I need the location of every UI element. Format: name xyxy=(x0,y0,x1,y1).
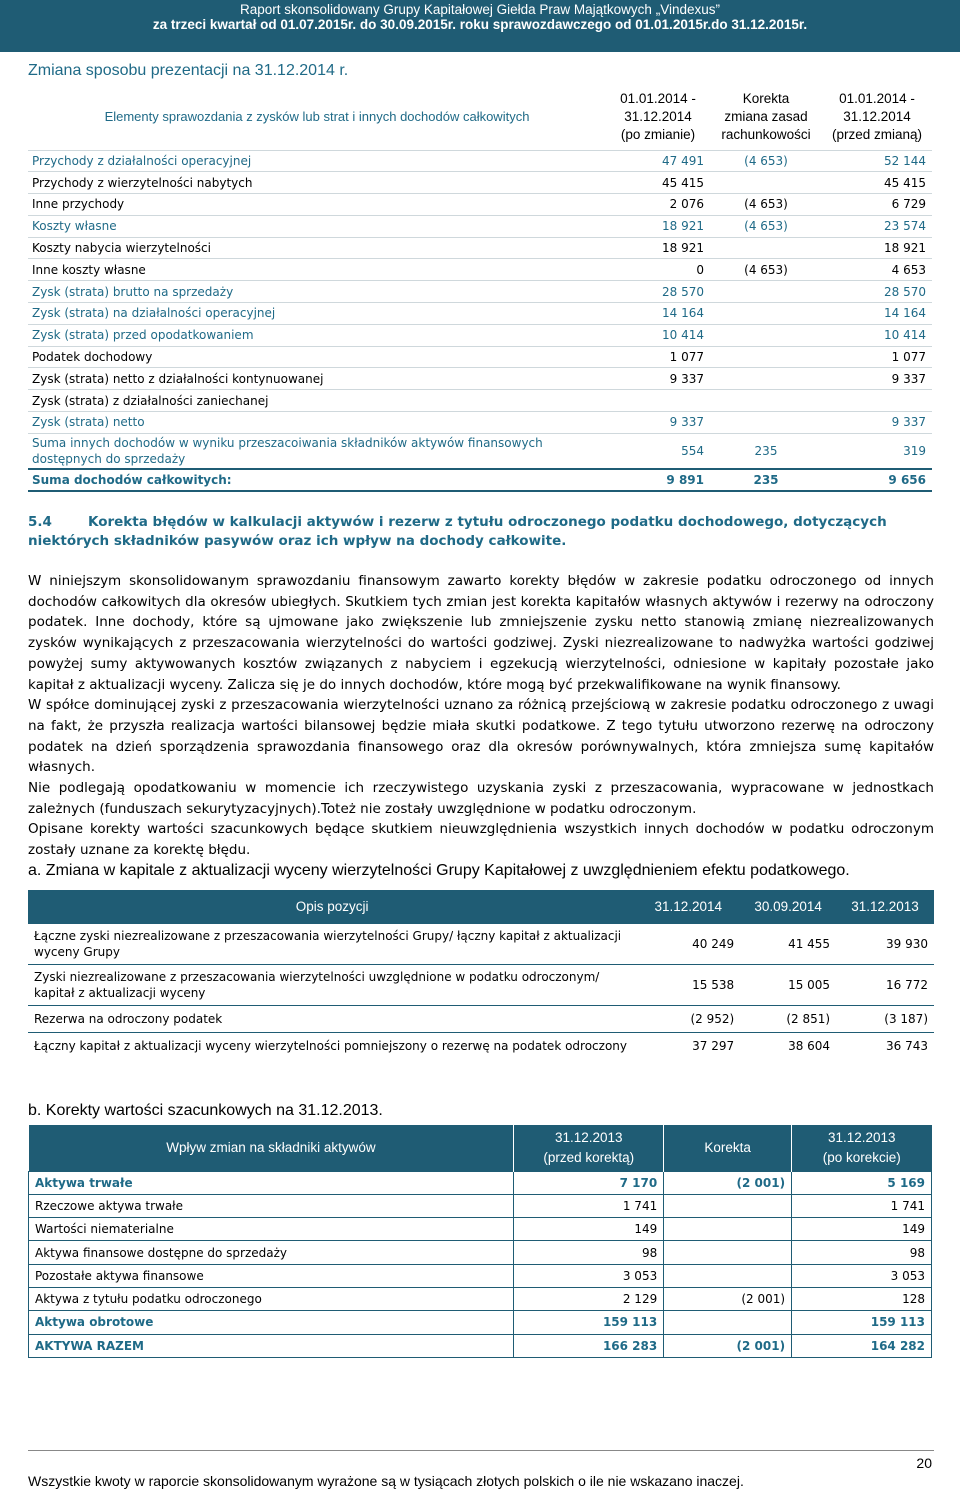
presentation-change-table xyxy=(28,84,932,492)
t1-col-before-l2: 31.12.2014 xyxy=(843,108,911,124)
table-row xyxy=(28,303,932,325)
page-number: 20 xyxy=(916,1455,932,1471)
row-value: 52 144 xyxy=(822,150,932,172)
row-value-after: 164 282 xyxy=(792,1334,932,1357)
table-row xyxy=(28,368,932,390)
t1-col-after-l1: 01.01.2014 - xyxy=(620,90,696,106)
row-value: 39 930 xyxy=(836,923,934,964)
row-value: (4 653) xyxy=(710,259,822,281)
table-row xyxy=(29,1194,932,1217)
row-value-before: 166 283 xyxy=(514,1334,664,1357)
row-value: (4 653) xyxy=(710,194,822,216)
row-value: 36 743 xyxy=(836,1032,934,1059)
table-row xyxy=(28,259,932,281)
row-value-correction xyxy=(664,1218,792,1241)
row-value: 9 337 xyxy=(822,368,932,390)
row-value-after: 5 169 xyxy=(792,1171,932,1194)
t1-col-correction-l1: Korekta xyxy=(742,90,790,106)
row-value-after: 98 xyxy=(792,1241,932,1264)
row-value: (2 851) xyxy=(740,1005,836,1032)
row-value xyxy=(606,390,710,412)
table-row xyxy=(28,215,932,237)
table-row xyxy=(28,194,932,216)
revaluation-capital-table xyxy=(28,890,934,1059)
footer-note: Wszystkie kwoty w raporcie skonsolidowanym wyrażone są w tysiącach złotych polskich o ile nie wskazano inaczej. xyxy=(28,1473,744,1489)
row-value: 40 249 xyxy=(636,923,740,964)
table-row xyxy=(29,1334,932,1357)
row-value: 18 921 xyxy=(822,237,932,259)
t3-header-correction: Korekta xyxy=(664,1125,792,1171)
row-value: 14 164 xyxy=(606,303,710,325)
t3-header-before-l1: 31.12.2013 xyxy=(555,1129,623,1145)
row-value-correction: (2 001) xyxy=(664,1334,792,1357)
t3-header-after xyxy=(792,1125,932,1171)
row-value: 9 337 xyxy=(822,412,932,434)
row-value-before: 3 053 xyxy=(514,1264,664,1287)
section-5-4-number: 5.4 xyxy=(28,514,52,530)
row-value xyxy=(710,324,822,346)
row-value: 28 570 xyxy=(606,281,710,303)
table-row xyxy=(29,1218,932,1241)
table-row xyxy=(28,433,932,469)
row-value-before: 2 129 xyxy=(514,1287,664,1310)
row-value xyxy=(710,390,822,412)
t3-header-after-l2: (po korekcie) xyxy=(822,1149,901,1165)
row-value-after: 149 xyxy=(792,1218,932,1241)
t1-col-after xyxy=(606,84,710,150)
header-line-2: za trzeci kwartał od 01.07.2015r. do 30.09.2015r. roku sprawozdawczego od 01.01.2015r.do 31.12.2015r. xyxy=(152,17,808,32)
row-value: 554 xyxy=(606,433,710,469)
t3-header-before-l2: (przed korektą) xyxy=(543,1149,635,1165)
paragraph-3: Nie podlegają opodatkowaniu w momencie ich rzeczywistego uzyskania zyski z przeszacowania, wypracowane w jednostkach zależnych (funduszach sekurytyzacyjnych).Toteż nie zostały uwzględnione w podatku odroczonym. xyxy=(28,780,934,817)
row-value-correction xyxy=(664,1194,792,1217)
t2-header-2014-12: 31.12.2014 xyxy=(636,890,740,923)
row-value: 1 077 xyxy=(822,346,932,368)
t1-col-before-l1: 01.01.2014 - xyxy=(839,90,915,106)
row-value-after: 159 113 xyxy=(792,1311,932,1334)
table-row xyxy=(28,923,934,964)
table-row xyxy=(29,1264,932,1287)
row-value xyxy=(710,303,822,325)
t1-col-after-l3: (po zmianie) xyxy=(620,126,696,142)
row-value: 28 570 xyxy=(822,281,932,303)
table-row xyxy=(28,346,932,368)
t3-header-after-l1: 31.12.2013 xyxy=(828,1129,896,1145)
table-row xyxy=(28,237,932,259)
total-after: 9 891 xyxy=(606,469,710,491)
row-label: Zysk (strata) netto z działalności kontynuowanej xyxy=(28,368,606,390)
row-label: Inne przychody xyxy=(28,194,606,216)
row-value xyxy=(710,281,822,303)
table-row xyxy=(29,1287,932,1310)
row-value: 9 337 xyxy=(606,412,710,434)
row-value-after: 1 741 xyxy=(792,1194,932,1217)
table-row xyxy=(28,324,932,346)
row-label: Zysk (strata) netto xyxy=(28,412,606,434)
row-label: Koszty własne xyxy=(28,215,606,237)
table-row xyxy=(28,412,932,434)
row-value-after: 3 053 xyxy=(792,1264,932,1287)
row-value: 2 076 xyxy=(606,194,710,216)
t3-header-before xyxy=(514,1125,664,1171)
row-label: Pozostałe aktywa finansowe xyxy=(29,1264,514,1287)
row-value-correction xyxy=(664,1264,792,1287)
row-label: Zysk (strata) przed opodatkowaniem xyxy=(28,324,606,346)
row-label: Aktywa obrotowe xyxy=(29,1311,514,1334)
row-label: Podatek dochodowy xyxy=(28,346,606,368)
row-value-before: 149 xyxy=(514,1218,664,1241)
row-value xyxy=(710,412,822,434)
report-header xyxy=(0,0,960,52)
row-value: 15 538 xyxy=(636,964,740,1005)
section-b-title: b. Korekty wartości szacunkowych na 31.12.2013. xyxy=(28,1102,383,1119)
row-value-before: 98 xyxy=(514,1241,664,1264)
row-label: Rezerwa na odroczony podatek xyxy=(28,1005,636,1032)
row-value: 18 921 xyxy=(606,237,710,259)
row-value: (2 952) xyxy=(636,1005,740,1032)
table-row xyxy=(29,1311,932,1334)
row-value: 45 415 xyxy=(822,172,932,194)
t1-col-correction-l3: rachunkowości xyxy=(721,126,811,142)
row-value: 38 604 xyxy=(740,1032,836,1059)
paragraph-1: W niniejszym skonsolidowanym sprawozdaniu finansowym zawarto korekty błędów w zakresie podatku odroczonego od innych dochodów całkowitych dla okresów ubiegłych. Skutkiem tych zmian jest korekta kapitałów własnych aktywów i rezerwy na odroczony podatek. Inne dochody, które są ujmowane jako zwiększenie lub zmniejszenie zysku netto stanowią zmianę niezrealizowanych zysków wynikających z przeszacowania wierzytelności do wartości godziwej. Zyski niezrealizowane to nadwyżka wartości godziwej powyżej sumy aktywowanych kosztów związanych z nabyciem i egzekucją wierzytelności, odniesione w kapitały pozostałe jako kapitał z aktualizacji wyceny. Zalicza się je do innych dochodów, które mogą być przekwalifikowane na wynik finansowy. xyxy=(28,573,934,693)
row-value xyxy=(710,172,822,194)
row-value xyxy=(710,368,822,390)
row-value-before: 159 113 xyxy=(514,1311,664,1334)
table-row xyxy=(29,1241,932,1264)
t1-col-before-l3: (przed zmianą) xyxy=(831,126,923,142)
t1-col-correction-l2: zmiana zasad xyxy=(724,108,808,124)
row-value: 37 297 xyxy=(636,1032,740,1059)
row-label: Łączny kapitał z aktualizacji wyceny wierzytelności pomniejszony o rezerwę na podatek odroczony xyxy=(28,1032,636,1059)
row-value xyxy=(822,390,932,412)
row-value-before: 1 741 xyxy=(514,1194,664,1217)
footer-divider xyxy=(28,1450,934,1451)
row-label: AKTYWA RAZEM xyxy=(29,1334,514,1357)
t2-header-2014-09: 30.09.2014 xyxy=(740,890,836,923)
section-5-4-heading xyxy=(28,513,934,551)
row-value-correction: (2 001) xyxy=(664,1171,792,1194)
row-label: Aktywa trwałe xyxy=(29,1171,514,1194)
row-value: 15 005 xyxy=(740,964,836,1005)
row-value: (4 653) xyxy=(710,215,822,237)
row-label: Zysk (strata) z działalności zaniechanej xyxy=(28,390,606,412)
section-a-title: a. Zmiana w kapitale z aktualizacji wyceny wierzytelności Grupy Kapitałowej z uwzględnieniem efektu podatkowego. xyxy=(28,862,850,879)
section1-title: Zmiana sposobu prezentacji na 31.12.2014 r. xyxy=(28,62,349,79)
row-value: 18 921 xyxy=(606,215,710,237)
row-label: Łączne zyski niezrealizowane z przeszacowania wierzytelności Grupy/ łączny kapitał z aktualizacji wyceny Grupy xyxy=(28,923,636,964)
table-row xyxy=(28,964,934,1005)
row-value: 45 415 xyxy=(606,172,710,194)
row-label: Przychody z wierzytelności nabytych xyxy=(28,172,606,194)
t3-header-desc: Wpływ zmian na składniki aktywów xyxy=(29,1125,514,1171)
row-label: Aktywa z tytułu podatku odroczonego xyxy=(29,1287,514,1310)
header-line-1: Raport skonsolidowany Grupy Kapitałowej Giełda Praw Majątkowych „Vindexus” xyxy=(240,2,720,17)
table-row xyxy=(28,281,932,303)
total-row xyxy=(28,469,932,491)
row-label: Zysk (strata) na działalności operacyjnej xyxy=(28,303,606,325)
paragraph-4: Opisane korekty wartości szacunkowych będące skutkiem nieuwzględnienia wszystkich innych dochodów w podatku odroczonym zostały uznane za korektę błędu. xyxy=(28,821,934,859)
table-row xyxy=(29,1171,932,1194)
row-value: 235 xyxy=(710,433,822,469)
total-label: Suma dochodów całkowitych: xyxy=(28,469,606,491)
row-label: Rzeczowe aktywa trwałe xyxy=(29,1194,514,1217)
row-value: 1 077 xyxy=(606,346,710,368)
row-value: 41 455 xyxy=(740,923,836,964)
t1-col-correction xyxy=(710,84,822,150)
section-5-4-title: Korekta błędów w kalkulacji aktywów i rezerw z tytułu odroczonego podatku dochodowego, dotyczących niektórych składników pasywów oraz ich wpływ na dochody całkowite. xyxy=(28,514,887,549)
row-value: 10 414 xyxy=(606,324,710,346)
row-value: 16 772 xyxy=(836,964,934,1005)
row-value-correction: (2 001) xyxy=(664,1287,792,1310)
row-value-correction xyxy=(664,1311,792,1334)
row-value-before: 7 170 xyxy=(514,1171,664,1194)
row-value: (3 187) xyxy=(836,1005,934,1032)
table-row xyxy=(28,390,932,412)
section-5-4-body xyxy=(28,571,934,861)
t2-header-2013-12: 31.12.2013 xyxy=(836,890,934,923)
row-value: 319 xyxy=(822,433,932,469)
table-row xyxy=(28,150,932,172)
row-value: 14 164 xyxy=(822,303,932,325)
row-value: 10 414 xyxy=(822,324,932,346)
total-correction: 235 xyxy=(710,469,822,491)
row-label: Zyski niezrealizowane z przeszacowania wierzytelności uwzględnione w podatku odroczonym/ kapitał z aktualizacji wyceny xyxy=(28,964,636,1005)
table-row xyxy=(28,1032,934,1059)
total-before: 9 656 xyxy=(822,469,932,491)
row-value: 0 xyxy=(606,259,710,281)
row-label: Suma innych dochodów w wyniku przeszacoiwania składników aktywów finansowych dostępnych do sprzedaży xyxy=(28,433,606,469)
row-value: 23 574 xyxy=(822,215,932,237)
t2-header-desc: Opis pozycji xyxy=(28,890,636,923)
row-label: Wartości niematerialne xyxy=(29,1218,514,1241)
row-label: Przychody z działalności operacyjnej xyxy=(28,150,606,172)
row-label: Inne koszty własne xyxy=(28,259,606,281)
row-value: 4 653 xyxy=(822,259,932,281)
t1-col-after-l2: 31.12.2014 xyxy=(624,108,692,124)
row-value: 9 337 xyxy=(606,368,710,390)
row-value: (4 653) xyxy=(710,150,822,172)
row-label: Zysk (strata) brutto na sprzedaży xyxy=(28,281,606,303)
row-label: Aktywa finansowe dostępne do sprzedaży xyxy=(29,1241,514,1264)
row-label: Koszty nabycia wierzytelności xyxy=(28,237,606,259)
row-value-after: 128 xyxy=(792,1287,932,1310)
table-row xyxy=(28,172,932,194)
estimates-correction-table xyxy=(28,1125,932,1358)
row-value: 6 729 xyxy=(822,194,932,216)
row-value-correction xyxy=(664,1241,792,1264)
t1-col-before xyxy=(822,84,932,150)
row-value xyxy=(710,237,822,259)
row-value xyxy=(710,346,822,368)
t1-col-desc: Elementy sprawozdania z zysków lub strat i innych dochodów całkowitych xyxy=(104,109,530,125)
table-row xyxy=(28,1005,934,1032)
row-value: 47 491 xyxy=(606,150,710,172)
paragraph-2: W spółce dominującej zyski z przeszacowania wierzytelności uznano za różnicą przejściową w zakresie podatku odroczonego z uwagi na fakt, że przyszła realizacja wartości bilansowej będzie miała skutki podatkowe. Z tego tytułu utworzono rezerwę na odroczony podatek na dzień sporządzenia sprawozdania finansowego oraz dla okresów porównywalnych, która zmniejsza sumę kapitałów własnych. xyxy=(28,697,934,776)
